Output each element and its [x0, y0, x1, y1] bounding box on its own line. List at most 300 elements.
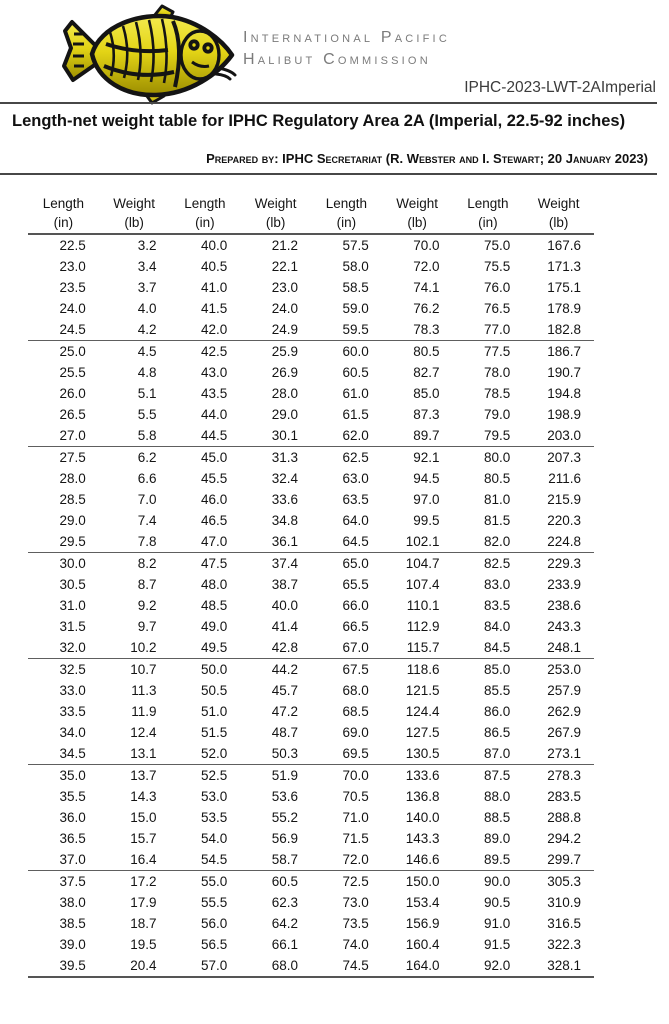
table-cell: 43.5 [200, 386, 228, 401]
table-cell: 124.4 [405, 704, 440, 719]
table-cell: 77.0 [453, 319, 524, 341]
table-cell: 4.5 [137, 344, 157, 359]
table-cell: 283.5 [547, 789, 581, 804]
table-cell: 97.0 [413, 492, 440, 507]
table-cell: 64.2 [271, 916, 298, 931]
table-cell: 56.9 [271, 831, 298, 846]
table-cell: 89.0 [483, 831, 511, 846]
table-cell: 40.0 [200, 238, 228, 253]
table-cell: 4.0 [137, 301, 157, 316]
table-cell: 42.5 [200, 344, 228, 359]
table-cell: 32.4 [271, 471, 298, 486]
table-cell: 72.0 [413, 259, 440, 274]
table-cell: 11.9 [131, 704, 157, 719]
table-cell: 45.5 [200, 471, 228, 486]
table-row [28, 680, 594, 701]
table-cell: 53.5 [200, 810, 228, 825]
table-cell: 24.5 [28, 319, 99, 341]
table-cell: 58.5 [342, 280, 369, 295]
table-row [28, 404, 594, 425]
table-cell: 74.0 [342, 937, 369, 952]
table-cell: 39.5 [28, 955, 99, 977]
table-cell: 36.5 [59, 831, 86, 846]
table-row [28, 341, 594, 363]
table-cell: 63.0 [342, 471, 369, 486]
table-cell: 65.5 [342, 577, 369, 592]
table-cell: 42.0 [170, 319, 241, 341]
table-cell: 45.0 [200, 450, 228, 465]
table-cell: 61.5 [342, 407, 369, 422]
table-cell: 175.1 [547, 280, 581, 295]
table-cell: 78.5 [483, 386, 511, 401]
table-body [28, 234, 594, 977]
table-cell: 305.3 [547, 874, 581, 889]
table-cell: 6.6 [137, 471, 157, 486]
table-cell: 60.0 [342, 344, 369, 359]
table-cell: 22.5 [59, 238, 86, 253]
table-cell: 54.0 [200, 831, 228, 846]
table-cell: 17.2 [130, 874, 157, 889]
table-cell: 89.5 [453, 849, 524, 871]
table-cell: 29.5 [28, 531, 99, 553]
table-cell: 171.3 [547, 259, 581, 274]
table-cell: 60.5 [342, 365, 369, 380]
table-cell: 48.7 [271, 725, 298, 740]
table-cell: 87.5 [483, 768, 511, 783]
document-id: IPHC-2023-LWT-2AImperial [464, 79, 656, 96]
table-cell: 178.9 [547, 301, 581, 316]
table-cell: 67.5 [342, 662, 369, 677]
table-row [28, 828, 594, 849]
table-cell: 322.3 [547, 937, 581, 952]
table-cell: 10.2 [99, 637, 170, 659]
table-cell: 52.5 [200, 768, 228, 783]
table-cell: 73.5 [342, 916, 369, 931]
table-cell: 37.4 [271, 556, 298, 571]
table-cell: 88.5 [483, 810, 511, 825]
table-cell: 58.7 [240, 849, 311, 871]
table-row [28, 892, 594, 913]
table-cell: 143.3 [405, 831, 440, 846]
table-cell: 40.5 [200, 259, 228, 274]
table-cell: 51.5 [200, 725, 228, 740]
table-row [28, 574, 594, 595]
table-cell: 110.1 [406, 598, 440, 613]
table-cell: 27.0 [28, 425, 99, 447]
table-cell: 136.8 [405, 789, 440, 804]
table-cell: 164.0 [382, 955, 453, 977]
table-cell: 85.0 [483, 662, 511, 677]
table-cell: 38.0 [59, 895, 86, 910]
table-cell: 257.9 [547, 683, 581, 698]
table-cell: 29.0 [59, 513, 86, 528]
table-cell: 20.4 [99, 955, 170, 977]
table-cell: 87.3 [413, 407, 440, 422]
column-header-weight: Weight (lb) [240, 194, 311, 234]
table-cell: 80.5 [413, 344, 440, 359]
iphc-halibut-logo [60, 4, 238, 106]
table-cell: 86.5 [483, 725, 511, 740]
table-cell: 74.1 [413, 280, 440, 295]
table-cell: 102.1 [382, 531, 453, 553]
table-cell: 51.9 [271, 768, 298, 783]
org-name [243, 27, 450, 71]
table-cell: 130.5 [382, 743, 453, 765]
table-row [28, 765, 594, 787]
table-cell: 43.0 [200, 365, 228, 380]
table-cell: 44.5 [170, 425, 241, 447]
column-header-length: Length (in) [311, 194, 382, 234]
table-row [28, 701, 594, 722]
table-cell: 70.5 [342, 789, 369, 804]
table-cell: 35.0 [59, 768, 86, 783]
table-cell: 39.0 [59, 937, 86, 952]
table-cell: 68.0 [240, 955, 311, 977]
table-cell: 11.3 [131, 683, 157, 698]
table-cell: 220.3 [547, 513, 581, 528]
table-cell: 83.5 [483, 598, 511, 613]
table-cell: 198.9 [547, 407, 581, 422]
table-cell: 140.0 [405, 810, 440, 825]
table-cell: 23.0 [271, 280, 298, 295]
table-cell: 42.8 [240, 637, 311, 659]
table-cell: 233.9 [547, 577, 581, 592]
table-cell: 32.5 [59, 662, 86, 677]
table-row [28, 531, 594, 553]
table-cell: 121.5 [405, 683, 440, 698]
table-cell: 67.0 [311, 637, 382, 659]
table-cell: 65.0 [342, 556, 369, 571]
table-cell: 48.5 [200, 598, 228, 613]
table-cell: 66.0 [342, 598, 369, 613]
table-cell: 76.0 [483, 280, 511, 295]
table-cell: 36.0 [59, 810, 86, 825]
column-header-length: Length (in) [453, 194, 524, 234]
table-cell: 24.0 [59, 301, 86, 316]
table-cell: 6.2 [137, 450, 157, 465]
table-cell: 50.0 [200, 662, 228, 677]
table-cell: 49.5 [170, 637, 241, 659]
table-cell: 294.2 [547, 831, 581, 846]
table-cell: 15.7 [130, 831, 157, 846]
table-head [28, 194, 594, 234]
table-row [28, 319, 594, 341]
table-cell: 23.5 [59, 280, 86, 295]
table-cell: 82.5 [483, 556, 511, 571]
table-cell: 33.6 [271, 492, 298, 507]
table-row [28, 510, 594, 531]
table-cell: 19.5 [130, 937, 157, 952]
table-cell: 15.0 [130, 810, 157, 825]
table-row [28, 298, 594, 319]
table-cell: 89.7 [382, 425, 453, 447]
table-cell: 61.0 [342, 386, 369, 401]
table-cell: 278.3 [547, 768, 581, 783]
table-cell: 76.5 [483, 301, 511, 316]
table-cell: 5.1 [137, 386, 157, 401]
table-cell: 53.6 [271, 789, 298, 804]
table-cell: 57.0 [170, 955, 241, 977]
table-cell: 3.7 [137, 280, 157, 295]
table-cell: 79.0 [483, 407, 511, 422]
table-cell: 316.5 [547, 916, 581, 931]
table-cell: 32.0 [28, 637, 99, 659]
table-header-row [28, 194, 594, 234]
table-cell: 26.5 [59, 407, 86, 422]
table-row [28, 595, 594, 616]
table-row [28, 743, 594, 765]
table-cell: 51.0 [200, 704, 228, 719]
table-cell: 299.7 [523, 849, 594, 871]
table-row [28, 425, 594, 447]
table-cell: 21.2 [271, 238, 298, 253]
table-cell: 133.6 [405, 768, 440, 783]
table-cell: 37.5 [59, 874, 86, 889]
table-cell: 62.5 [342, 450, 369, 465]
table-row [28, 722, 594, 743]
table-cell: 24.9 [240, 319, 311, 341]
table-cell: 81.0 [483, 492, 511, 507]
page-title: Length-net weight table for IPHC Regulatory Area 2A (Imperial, 22.5-92 inches) [12, 112, 626, 130]
table-cell: 9.2 [137, 598, 157, 613]
table-cell: 25.5 [59, 365, 86, 380]
table-cell: 50.3 [240, 743, 311, 765]
table-cell: 12.4 [130, 725, 157, 740]
org-name-line2: Halibut Commission [243, 51, 431, 68]
table-row [28, 362, 594, 383]
table-row [28, 955, 594, 977]
table-cell: 87.0 [453, 743, 524, 765]
table-cell: 82.0 [453, 531, 524, 553]
header-divider [0, 102, 657, 104]
table-cell: 7.8 [99, 531, 170, 553]
table-cell: 62.3 [271, 895, 298, 910]
table-cell: 99.5 [413, 513, 440, 528]
table-cell: 68.5 [342, 704, 369, 719]
table-cell: 64.0 [342, 513, 369, 528]
table-cell: 54.5 [170, 849, 241, 871]
table-cell: 52.0 [170, 743, 241, 765]
table-cell: 91.0 [483, 916, 511, 931]
table-cell: 71.5 [342, 831, 369, 846]
table-cell: 78.0 [483, 365, 511, 380]
table-cell: 44.2 [271, 662, 298, 677]
table-cell: 28.0 [271, 386, 298, 401]
table-cell: 29.0 [271, 407, 298, 422]
table-cell: 66.5 [342, 619, 369, 634]
table-cell: 26.0 [59, 386, 86, 401]
table-cell: 64.5 [311, 531, 382, 553]
table-cell: 77.5 [483, 344, 511, 359]
table-cell: 41.4 [271, 619, 298, 634]
table-cell: 5.5 [137, 407, 157, 422]
table-cell: 72.0 [311, 849, 382, 871]
table-cell: 28.0 [59, 471, 86, 486]
table-cell: 104.7 [405, 556, 440, 571]
table-cell: 262.9 [547, 704, 581, 719]
table-cell: 156.9 [405, 916, 440, 931]
table-cell: 194.8 [547, 386, 581, 401]
table-cell: 59.0 [342, 301, 369, 316]
table-row [28, 637, 594, 659]
table-cell: 34.5 [28, 743, 99, 765]
table-cell: 10.7 [130, 662, 157, 677]
table-cell: 46.5 [200, 513, 228, 528]
table-cell: 3.2 [137, 238, 157, 253]
table-cell: 41.5 [200, 301, 228, 316]
table-cell: 48.0 [200, 577, 228, 592]
table-cell: 13.7 [130, 768, 157, 783]
table-cell: 92.0 [453, 955, 524, 977]
table-cell: 80.0 [483, 450, 511, 465]
table-cell: 253.0 [547, 662, 581, 677]
table-cell: 70.0 [413, 238, 440, 253]
table-cell: 153.4 [405, 895, 440, 910]
table-cell: 86.0 [483, 704, 511, 719]
table-cell: 8.2 [137, 556, 157, 571]
table-cell: 229.3 [547, 556, 581, 571]
table-cell: 33.0 [59, 683, 86, 698]
table-cell: 24.0 [271, 301, 298, 316]
table-cell: 37.0 [28, 849, 99, 871]
table-cell: 118.6 [406, 662, 440, 677]
table-cell: 62.0 [311, 425, 382, 447]
table-cell: 90.5 [483, 895, 511, 910]
column-header-weight: Weight (lb) [523, 194, 594, 234]
table-cell: 40.0 [271, 598, 298, 613]
table-row [28, 786, 594, 807]
table-cell: 59.5 [311, 319, 382, 341]
table-cell: 3.4 [137, 259, 157, 274]
table-row [28, 807, 594, 828]
table-cell: 71.0 [342, 810, 369, 825]
table-cell: 203.0 [523, 425, 594, 447]
table-cell: 41.0 [200, 280, 228, 295]
table-row [28, 256, 594, 277]
table-cell: 60.5 [271, 874, 298, 889]
table-cell: 30.0 [59, 556, 86, 571]
table-cell: 22.1 [271, 259, 298, 274]
table-cell: 7.4 [137, 513, 157, 528]
table-cell: 88.0 [483, 789, 511, 804]
table-cell: 58.0 [342, 259, 369, 274]
table-cell: 69.0 [342, 725, 369, 740]
table-cell: 26.9 [271, 365, 298, 380]
table-cell: 34.0 [59, 725, 86, 740]
table-cell: 273.1 [523, 743, 594, 765]
table-cell: 27.5 [59, 450, 86, 465]
table-cell: 45.7 [271, 683, 298, 698]
org-name-line1: International Pacific [243, 29, 450, 46]
table-cell: 150.0 [405, 874, 440, 889]
table-cell: 224.8 [523, 531, 594, 553]
table-cell: 70.0 [342, 768, 369, 783]
table-cell: 182.8 [523, 319, 594, 341]
table-cell: 25.9 [271, 344, 298, 359]
table-cell: 160.4 [405, 937, 440, 952]
table-cell: 46.0 [200, 492, 228, 507]
title-divider [0, 173, 657, 175]
table-cell: 81.5 [483, 513, 511, 528]
table-cell: 31.5 [59, 619, 86, 634]
table-cell: 16.4 [99, 849, 170, 871]
table-row [28, 913, 594, 934]
table-cell: 47.2 [271, 704, 298, 719]
table-cell: 49.0 [200, 619, 228, 634]
table-cell: 69.5 [311, 743, 382, 765]
table-row [28, 616, 594, 637]
table-cell: 55.5 [200, 895, 228, 910]
table-cell: 9.7 [137, 619, 157, 634]
table-cell: 215.9 [547, 492, 581, 507]
table-cell: 25.0 [59, 344, 86, 359]
table-cell: 90.0 [483, 874, 511, 889]
table-cell: 75.5 [483, 259, 511, 274]
table-row [28, 659, 594, 681]
table-cell: 328.1 [523, 955, 594, 977]
table-row [28, 383, 594, 404]
table-cell: 83.0 [483, 577, 511, 592]
column-header-weight: Weight (lb) [382, 194, 453, 234]
table-cell: 73.0 [342, 895, 369, 910]
table-cell: 238.6 [547, 598, 581, 613]
column-header-weight: Weight (lb) [99, 194, 170, 234]
table-cell: 82.7 [413, 365, 440, 380]
table-cell: 84.0 [483, 619, 511, 634]
table-cell: 107.4 [405, 577, 440, 592]
table-row [28, 849, 594, 871]
table-row [28, 234, 594, 256]
table-cell: 146.6 [382, 849, 453, 871]
table-cell: 13.1 [99, 743, 170, 765]
table-cell: 84.5 [453, 637, 524, 659]
table-cell: 248.1 [523, 637, 594, 659]
table-cell: 30.1 [240, 425, 311, 447]
table-row [28, 447, 594, 469]
table-cell: 8.7 [137, 577, 157, 592]
table-cell: 28.5 [59, 492, 86, 507]
table-cell: 80.5 [483, 471, 511, 486]
column-header-length: Length (in) [28, 194, 99, 234]
table-cell: 57.5 [342, 238, 369, 253]
table-cell: 56.0 [200, 916, 228, 931]
table-cell: 76.2 [413, 301, 440, 316]
table-cell: 34.8 [271, 513, 298, 528]
table-cell: 91.5 [483, 937, 511, 952]
table-cell: 5.8 [99, 425, 170, 447]
table-row [28, 489, 594, 510]
table-cell: 55.0 [200, 874, 228, 889]
table-cell: 4.2 [99, 319, 170, 341]
table-cell: 4.8 [137, 365, 157, 380]
table-cell: 14.3 [130, 789, 157, 804]
table-cell: 288.8 [547, 810, 581, 825]
table-cell: 85.5 [483, 683, 511, 698]
table-cell: 127.5 [405, 725, 440, 740]
table-cell: 79.5 [453, 425, 524, 447]
table-cell: 78.3 [382, 319, 453, 341]
table-cell: 112.9 [406, 619, 440, 634]
table-cell: 31.0 [59, 598, 86, 613]
table-cell: 115.7 [382, 637, 453, 659]
table-cell: 56.5 [200, 937, 228, 952]
prepared-by-line: Prepared by: IPHC Secretariat (R. Webster and I. Stewart; 20 January 2023) [206, 151, 648, 166]
table-cell: 243.3 [547, 619, 581, 634]
table-cell: 55.2 [271, 810, 298, 825]
table-cell: 35.5 [59, 789, 86, 804]
table-cell: 267.9 [547, 725, 581, 740]
table-row [28, 277, 594, 298]
